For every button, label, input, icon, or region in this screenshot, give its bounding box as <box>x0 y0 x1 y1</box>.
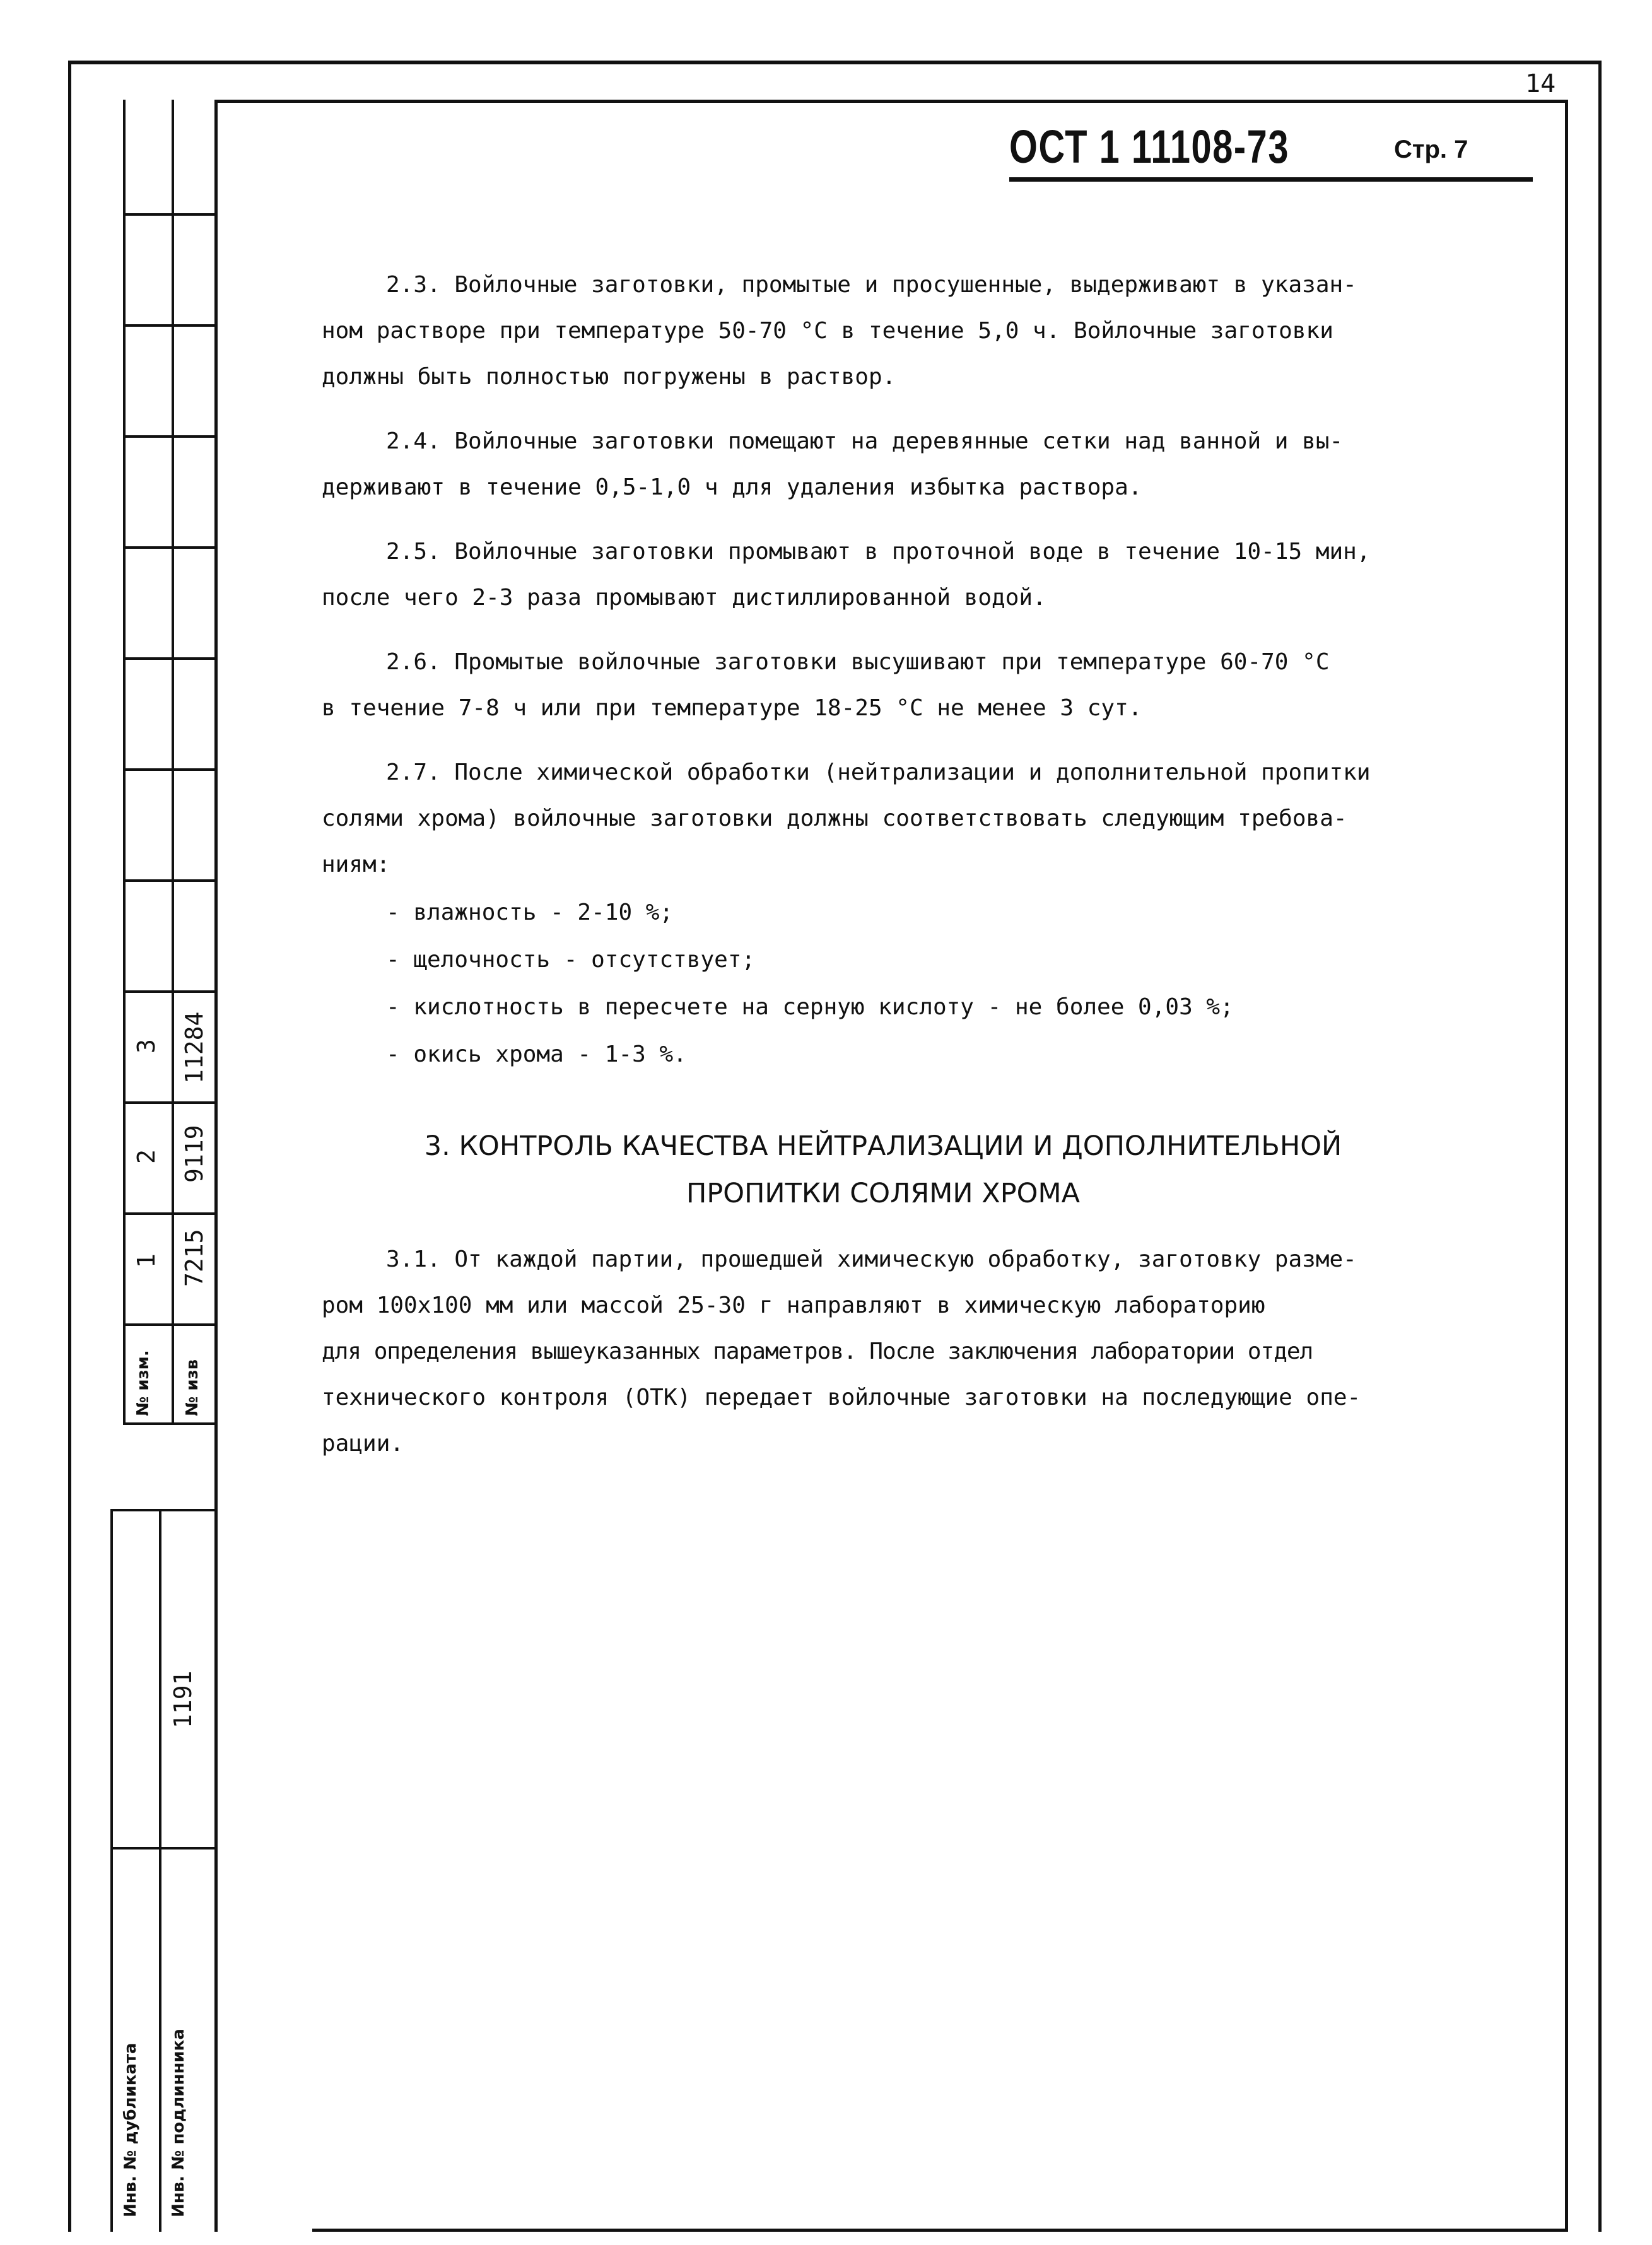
paragraph-3-1-line-5: рации. <box>322 1431 404 1457</box>
paragraph-2-4-line-1: 2.4. Войлочные заготовки помещают на деревянные сетки над ванной и вы- <box>386 428 1344 454</box>
inv-podl-label: Инв. № подлинника <box>169 2029 188 2217</box>
paragraph-2-3-line-3: должны быть полностью погружены в раствор. <box>322 364 896 390</box>
margin-col-line <box>172 100 174 1424</box>
margin-row-line <box>123 213 216 216</box>
change-3-izm: 3 <box>132 1039 160 1053</box>
frame-inner-right <box>1565 100 1568 2232</box>
paragraph-3-1-line-3: для определения вышеуказанных параметров. После заключения лаборатории отдел <box>322 1339 1313 1364</box>
paragraph-2-6-line-1: 2.6. Промытые войлочные заготовки высушивают при температуре 60-70 °С <box>386 649 1330 675</box>
margin-label-izv: № изв <box>183 1359 202 1416</box>
frame-inner-left <box>214 100 218 2232</box>
paragraph-2-3-line-1: 2.3. Войлочные заготовки, промытые и просушенные, выдерживают в указан- <box>386 272 1357 298</box>
margin-row-line <box>123 435 216 438</box>
paragraph-2-7-line-1: 2.7. После химической обработки (нейтрализации и дополнительной пропитки <box>386 759 1371 785</box>
paragraph-2-5-line-1: 2.5. Войлочные заготовки промывают в проточной воде в течение 10-15 мин, <box>386 539 1371 565</box>
frame-inner-top <box>214 100 1567 103</box>
document-code: ОСТ 1 11108-73 <box>1009 120 1289 173</box>
margin-row-line <box>123 546 216 549</box>
paragraph-2-3-line-2: ном растворе при температуре 50-70 °С в течение 5,0 ч. Войлочные заготовки <box>322 318 1333 344</box>
margin-row-line <box>123 1212 216 1215</box>
paragraph-3-1-line-2: ром 100х100 мм или массой 25-30 г направляют в химическую лабораторию <box>322 1292 1265 1318</box>
change-1-izv: 7215 <box>180 1229 208 1287</box>
change-1-izm: 1 <box>132 1253 160 1268</box>
requirement-item: - влажность - 2-10 %; <box>386 900 674 925</box>
paragraph-2-5-line-2: после чего 2-3 раза промывают дистиллированной водой. <box>322 585 1046 611</box>
margin-row-line <box>123 1422 216 1425</box>
margin-lower-top <box>110 1509 216 1511</box>
margin-lower-row <box>110 1847 216 1849</box>
requirement-item: - окись хрома - 1-3 %. <box>386 1041 687 1067</box>
change-3-izv: 11284 <box>180 1011 208 1084</box>
margin-row-line <box>123 879 216 882</box>
change-2-izm: 2 <box>132 1149 160 1164</box>
paragraph-2-7-line-2: солями хрома) войлочные заготовки должны соответствовать следующим требова- <box>322 806 1347 831</box>
frame-left-lower <box>68 1432 71 2232</box>
requirement-item: - щелочность - отсутствует; <box>386 947 756 973</box>
margin-row-line <box>123 768 216 771</box>
section-3-title-line-2: ПРОПИТКИ СОЛЯМИ ХРОМА <box>686 1178 1080 1209</box>
inv-podl-value: 1191 <box>169 1670 197 1728</box>
section-3-title-line-1: 3. КОНТРОЛЬ КАЧЕСТВА НЕЙТРАЛИЗАЦИИ И ДОПОЛНИТЕЛЬНОЙ <box>424 1130 1342 1162</box>
inv-dubl-label: Инв. № дубликата <box>121 2043 140 2217</box>
margin-lower-col <box>159 1509 161 2232</box>
header-underline <box>1009 177 1533 182</box>
change-2-izv: 9119 <box>180 1125 208 1183</box>
margin-row-line <box>123 657 216 660</box>
margin-col-line <box>123 100 126 1424</box>
page-label: Стр. 7 <box>1394 136 1468 163</box>
margin-row-line <box>123 1101 216 1104</box>
margin-row-line <box>123 1323 216 1326</box>
frame-bottom <box>312 2229 1567 2232</box>
frame-top <box>68 61 1601 64</box>
frame-right <box>1598 61 1602 2232</box>
paragraph-2-7-line-3: ниям: <box>322 852 390 877</box>
paragraph-2-4-line-2: держивают в течение 0,5-1,0 ч для удаления избытка раствора. <box>322 474 1142 500</box>
margin-label-izm: № изм. <box>134 1350 153 1416</box>
paragraph-3-1-line-4: технического контроля (ОТК) передает войлочные заготовки на последующие опе- <box>322 1385 1361 1410</box>
page-number: 14 <box>1525 69 1556 98</box>
requirement-item: - кислотность в пересчете на серную кислоту - не более 0,03 %; <box>386 994 1234 1020</box>
margin-lower-col <box>110 1509 113 2232</box>
paragraph-2-6-line-2: в течение 7-8 ч или при температуре 18-25 °С не менее 3 сут. <box>322 695 1142 721</box>
margin-row-line <box>123 324 216 327</box>
paragraph-3-1-line-1: 3.1. От каждой партии, прошедшей химическую обработку, заготовку разме- <box>386 1246 1357 1272</box>
frame-left <box>68 61 71 1436</box>
margin-row-line <box>123 990 216 993</box>
